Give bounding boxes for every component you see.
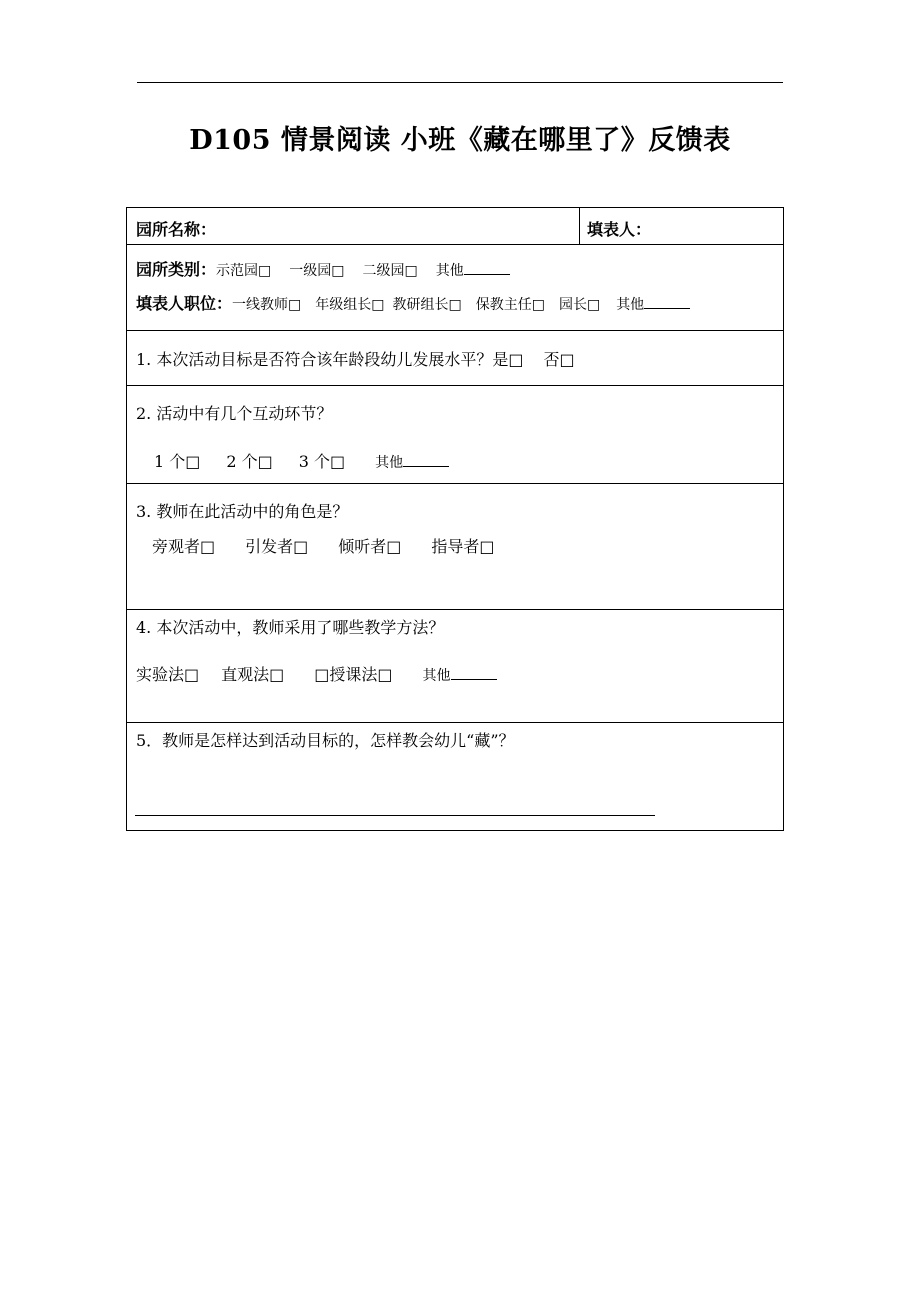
cell-divider <box>579 208 580 244</box>
question-3-options <box>152 534 495 557</box>
position-option[interactable]: 其他 <box>616 297 645 313</box>
school-type-label: 园所类别： <box>136 260 217 279</box>
q4-option[interactable]: 其他 <box>422 668 451 684</box>
page-title: D105 情景阅读 小班《藏在哪里了》反馈表 <box>189 125 731 156</box>
blank-line[interactable] <box>403 465 449 467</box>
question-5-text: 5．教师是怎样达到活动目标的，怎样教会幼儿“藏”？ <box>136 731 515 750</box>
position-option[interactable]: 园长□ <box>558 297 601 313</box>
q3-option[interactable]: 引发者□ <box>245 537 309 556</box>
q3-option[interactable]: 倾听者□ <box>338 537 402 556</box>
school-type-option[interactable]: 一级园□ <box>289 263 345 279</box>
school-type-option[interactable]: 示范园□ <box>216 263 272 279</box>
answer-line[interactable] <box>135 815 655 816</box>
school-name-label: 园所名称： <box>136 220 217 239</box>
q2-option[interactable]: 1 个□ <box>154 452 201 471</box>
question-5-row <box>127 723 783 830</box>
question-4-text: 4. 本次活动中，教师采用了哪些教学方法？ <box>136 618 445 637</box>
question-4-row <box>127 610 783 723</box>
feedback-form <box>126 207 784 831</box>
question-2-options <box>154 449 449 472</box>
top-rule <box>137 82 783 83</box>
info-row <box>127 245 783 331</box>
q4-option[interactable]: 实验法□ <box>136 665 200 684</box>
question-1 <box>136 347 575 370</box>
position-option[interactable]: 教研组长□ <box>392 297 462 313</box>
q3-option[interactable]: 旁观者□ <box>152 537 216 556</box>
q4-option[interactable]: □授课法□ <box>314 665 393 684</box>
q4-option[interactable]: 直观法□ <box>221 665 285 684</box>
question-2-row <box>127 386 783 484</box>
school-type-option[interactable]: 其他 <box>435 263 464 279</box>
position-option[interactable]: 年级组长□ <box>315 297 385 313</box>
blank-line[interactable] <box>451 678 497 680</box>
position-option[interactable]: 保教主任□ <box>475 297 545 313</box>
q2-option[interactable]: 其他 <box>375 455 404 471</box>
position-option[interactable]: 一线教师□ <box>232 297 302 313</box>
q3-option[interactable]: 指导者□ <box>431 537 495 556</box>
question-3-text: 3. 教师在此活动中的角色是？ <box>136 502 349 521</box>
q1-no-option[interactable]: 否□ <box>543 350 575 369</box>
school-type-option[interactable]: 二级园□ <box>362 263 418 279</box>
filler-label: 填表人： <box>587 220 652 239</box>
question-4-options <box>136 662 497 685</box>
blank-line[interactable] <box>644 307 690 309</box>
filler-position-label: 填表人职位： <box>136 294 233 313</box>
question-3-row <box>127 484 783 610</box>
filler-position-line <box>136 291 690 314</box>
q2-option[interactable]: 3 个□ <box>298 452 346 471</box>
q2-option[interactable]: 2 个□ <box>226 452 273 471</box>
header-row <box>127 208 783 245</box>
question-1-row <box>127 331 783 386</box>
question-1-text: 1. 本次活动目标是否符合该年龄段幼儿发展水平？是□ <box>136 350 524 369</box>
school-type-line <box>136 257 510 280</box>
blank-line[interactable] <box>464 273 510 275</box>
question-2-text: 2. 活动中有几个互动环节？ <box>136 404 333 423</box>
